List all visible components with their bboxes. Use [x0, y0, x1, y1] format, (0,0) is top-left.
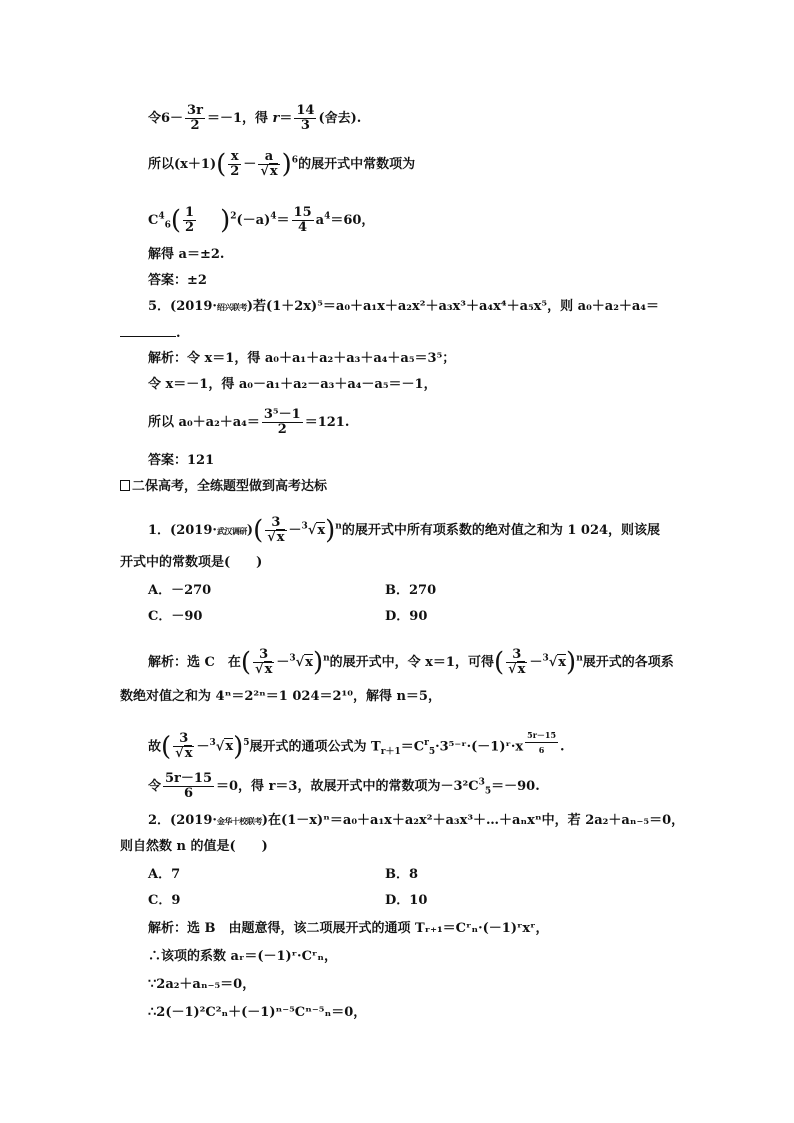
solution-2-line-4: ∴2(－1)²C²ₙ＋(－1)ⁿ⁻⁵Cⁿ⁻⁵ₙ＝0， [148, 1005, 367, 1020]
question-1-line-2: 开式中的常数项是( ) [120, 555, 263, 570]
solution-2-line-2: ∴该项的系数 aᵣ＝(－1)ʳ·Cʳₙ， [148, 949, 338, 964]
option-1-d[interactable]: D．90 [385, 609, 428, 624]
solution-2-line-1: 解析：选 B 由题意得，该二项展开式的通项 Tᵣ₊₁＝Cʳₙ·(－1)ʳxʳ， [148, 921, 549, 936]
line-2: 所以(x＋1)( $\frac{x}{2}$ － $\frac{a}{√x}$ )$^6$的展开式中常数项为 [148, 149, 416, 180]
solution-5-line-1: 解析：令 x＝1，得 a₀＋a₁＋a₂＋a₃＋a₄＋a₅＝3⁵； [148, 351, 456, 366]
option-2-d[interactable]: D．10 [385, 893, 428, 908]
question-2: 2．(2019·金华十校联考)在(1－x)ⁿ＝a₀＋a₁x＋a₂x²＋a₃x³＋…＋aₙxⁿ中，若 2a₂＋aₙ₋₅＝0， [148, 813, 685, 828]
option-1-c[interactable]: C．－90 [148, 609, 203, 624]
question-2-line-2: 则自然数 n 的值是( ) [120, 839, 268, 854]
line-5: 答案：±2 [148, 273, 207, 288]
option-1-a[interactable]: A．－270 [148, 583, 212, 598]
solution-1-line-2: 数绝对值之和为 4ⁿ＝2²ⁿ＝1 024＝2¹⁰，解得 n＝5， [120, 689, 441, 704]
solution-1-line-1: 解析：选 C 在( $\frac{3}{√x}$ －$^3$√x)$^n$的展开式中，令 x＝1，可得( $\frac{3}{√x}$ －$^3$√x)$^n$展开式的各项系 [148, 647, 674, 678]
question-5-blank: . [120, 324, 181, 343]
line-3: $C^4_6$( $\frac{1}{2}$ )$^2(-a)^4=$ $\frac{15}{4}$ $a^4=60$， [148, 205, 375, 236]
solution-1-line-3: 故( $\frac{3}{√x}$ －$^3$√x)$^5$展开式的通项公式为 $T_{r+1}=C^r_5\cdot 3^{5-}ʳ\cdot(-1)ʳ\cdot x$ $^{\frac{5r-15}{6}}$ . [148, 730, 565, 762]
question-1: 1．(2019·武汉调研)( $\frac{3}{√x}$ －$^3$√x)$^n$的展开式中所有项系数的绝对值之和为 1 024，则该展 [148, 515, 661, 546]
solution-5-answer: 答案：121 [148, 453, 215, 468]
line-4: 解得 a＝±2. [148, 247, 225, 262]
solution-5-line-2: 令 x＝－1，得 a₀－a₁＋a₂－a₃＋a₄－a₅＝－1， [148, 377, 437, 392]
answer-blank [120, 324, 176, 337]
option-2-b[interactable]: B．8 [385, 867, 419, 882]
option-1-b[interactable]: B．270 [385, 583, 437, 598]
option-2-c[interactable]: C．9 [148, 893, 181, 908]
section-box-icon [120, 480, 130, 491]
section-header: 二保高考，全练题型做到高考达标 [120, 478, 327, 496]
solution-1-line-4: 令 $\frac{5r-15}{6}$ ＝0，得 r＝3，故展开式中的常数项为$-3^2C^3_5=-90$. [148, 771, 540, 801]
solution-2-line-3: ∵2a₂＋aₙ₋₅＝0， [148, 977, 256, 992]
solution-5-line-3: 所以 a₀＋a₂＋a₄＝ $\frac{\text{3⁵－1}}{2}$ ＝121. [148, 407, 350, 437]
option-2-a[interactable]: A．7 [148, 867, 181, 882]
line-1: 令6－ $\frac{3r}{2}$ ＝－1，得 r＝ $\frac{14}{3}$ (舍去). [148, 103, 362, 133]
question-5: 5．(2019·绍兴联考)若(1＋2x)⁵＝a₀＋a₁x＋a₂x²＋a₃x³＋a₄x⁴＋a₅x⁵，则 a₀＋a₂＋a₄＝ [148, 299, 660, 314]
